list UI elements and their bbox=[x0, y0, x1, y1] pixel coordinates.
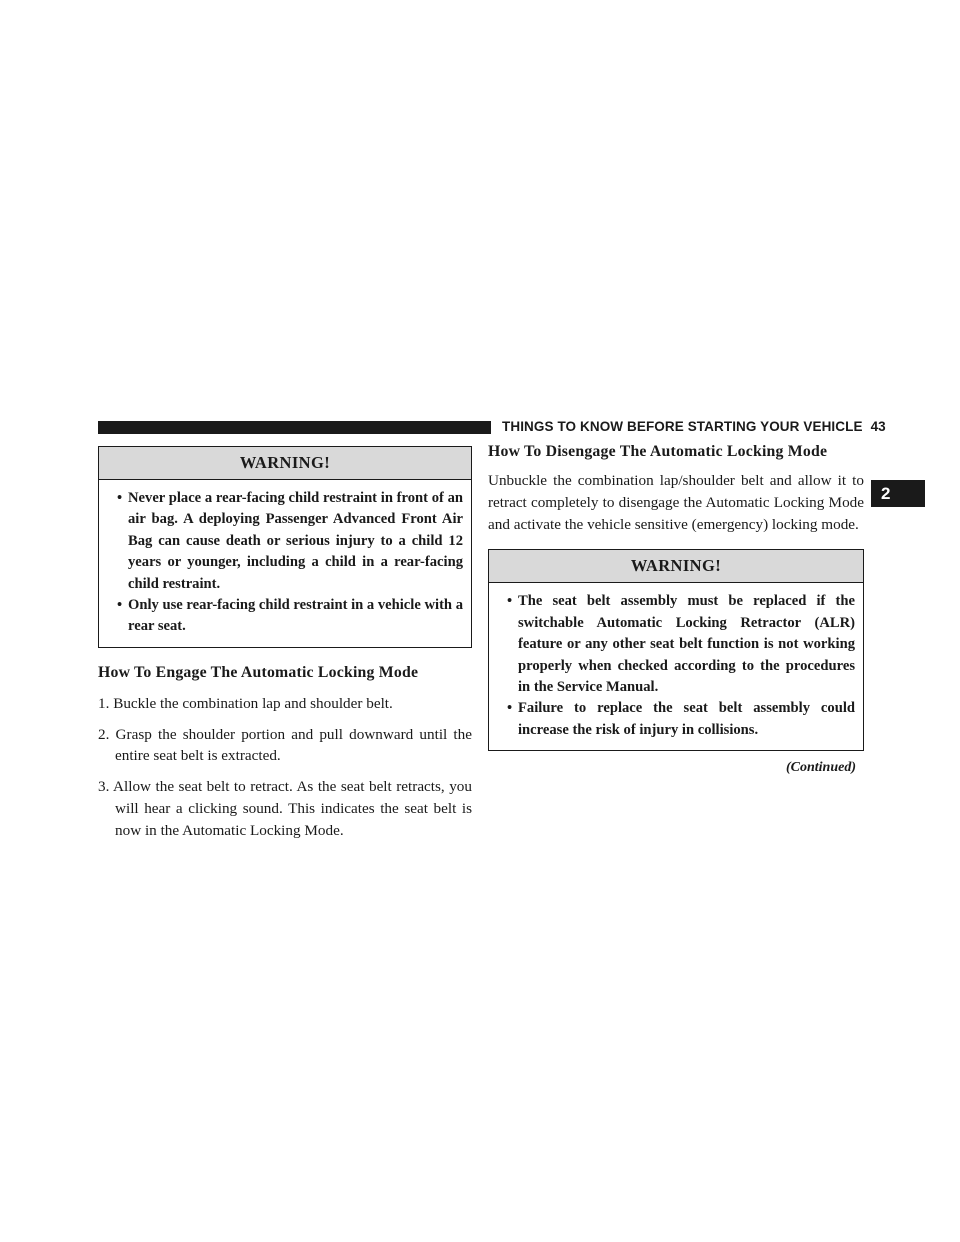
warning-title: WARNING! bbox=[489, 550, 863, 583]
warning-item: • Never place a rear-facing child restraint in front of an air bag. A deploying Passenger Advanced Front Air Bag can cause death or serious injury to a child 12 years or younger, including a child in a rear-facing child restraint. bbox=[117, 488, 463, 595]
chapter-tab: 2 bbox=[871, 480, 925, 507]
disengage-paragraph: Unbuckle the combination lap/shoulder belt and allow it to retract completely to disengage the Automatic Locking Mode and activate the vehicle sensitive (emergency) locking mode. bbox=[488, 472, 864, 533]
page-number: 43 bbox=[870, 419, 886, 434]
warning-item: • The seat belt assembly must be replaced if the switchable Automatic Locking Retractor (ALR) feature or any other seat belt function is not working properly when checked according to the procedures in the Service Manual. bbox=[507, 591, 855, 698]
step-item: 3. Allow the seat belt to retract. As the seat belt retracts, you will hear a clicking sound. This indicates the seat belt is now in the Automatic Locking Mode. bbox=[98, 778, 472, 839]
left-column bbox=[98, 446, 472, 851]
warning-list bbox=[99, 480, 471, 647]
warning-item: • Failure to replace the seat belt assembly could increase the risk of injury in collisions. bbox=[507, 698, 855, 741]
section-heading-disengage: How To Disengage The Automatic Locking Mode bbox=[488, 443, 828, 460]
step-item: 1. Buckle the combination lap and shoulder belt. bbox=[98, 694, 393, 712]
warning-item: • Only use rear-facing child restraint in a vehicle with a rear seat. bbox=[117, 595, 463, 638]
right-column bbox=[488, 443, 864, 776]
running-header bbox=[502, 419, 886, 434]
warning-box-left bbox=[98, 446, 472, 648]
steps-list bbox=[98, 693, 472, 842]
section-heading-engage: How To Engage The Automatic Locking Mode bbox=[98, 663, 419, 681]
warning-title: WARNING! bbox=[99, 447, 471, 480]
header-rule bbox=[98, 421, 491, 434]
continued-note: (Continued) bbox=[785, 760, 856, 776]
step-item: 2. Grasp the shoulder portion and pull downward until the entire seat belt is extracted. bbox=[98, 725, 472, 765]
header-title: THINGS TO KNOW BEFORE STARTING YOUR VEHICLE bbox=[502, 419, 863, 434]
warning-box-right bbox=[488, 549, 864, 751]
warning-list bbox=[489, 583, 863, 750]
